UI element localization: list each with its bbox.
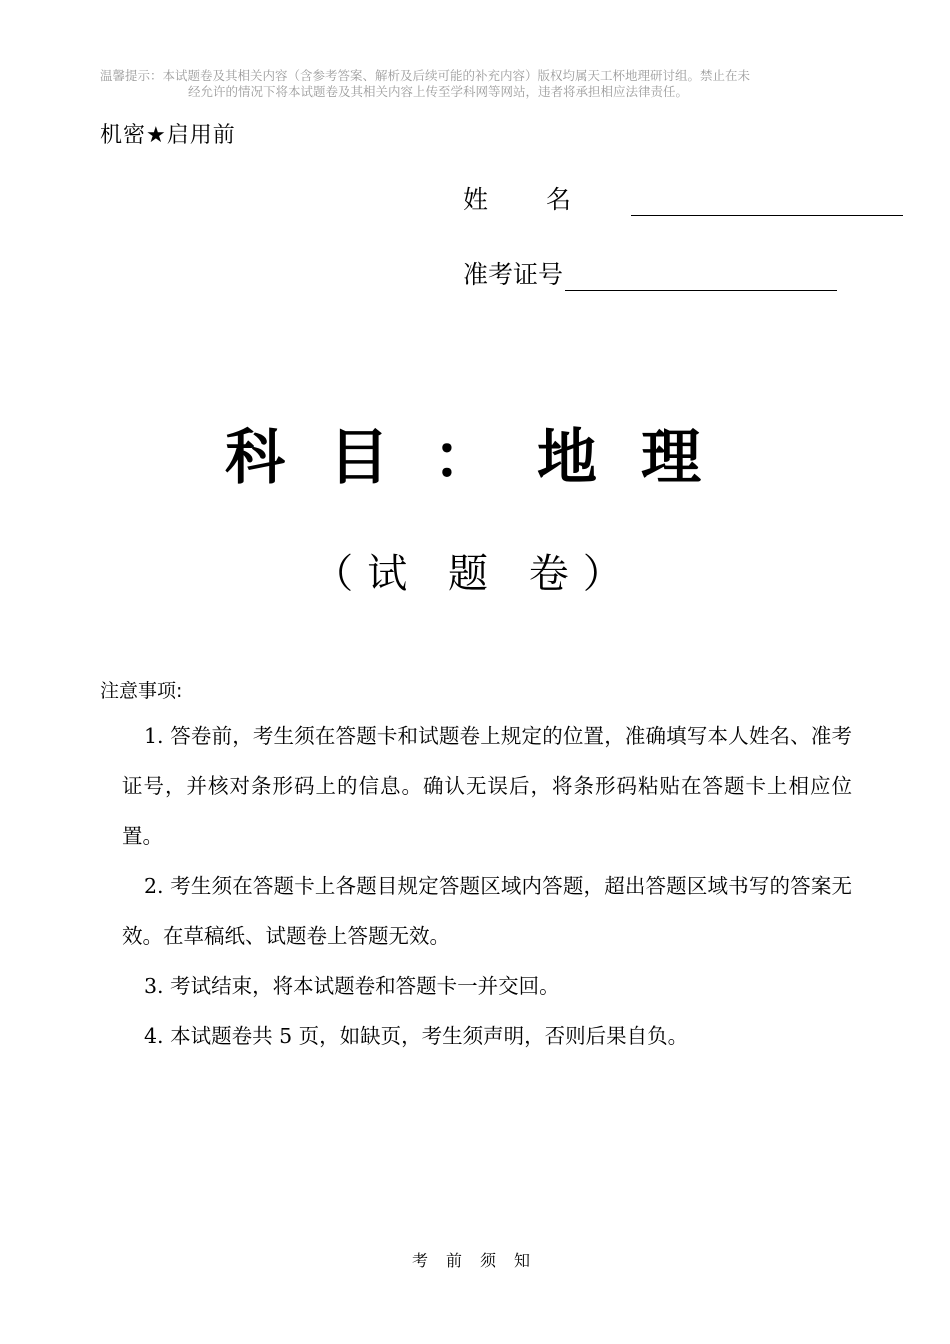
exam-id-label: 准考证号 — [463, 260, 564, 289]
copyright-notice-line-2: 经允许的情况下将本试题卷及其相关内容上传至学科网等网站，违者将承担相应法律责任。 — [188, 84, 689, 99]
instruction-text-4: 4. 本试题卷共 5 页，如缺页，考生须声明，否则后果自负。 — [144, 1024, 689, 1048]
subject-title: 科目：地理 — [225, 423, 745, 493]
instruction-item — [122, 861, 852, 961]
instructions-title: 注意事项: — [100, 680, 183, 702]
exam-id-field — [463, 255, 837, 291]
instruction-item — [122, 1011, 852, 1061]
page-footer: 考前须知 — [411, 1251, 548, 1270]
copyright-notice — [100, 68, 860, 100]
paper-type: （试 题 卷） — [313, 551, 637, 597]
name-field — [463, 180, 903, 216]
instruction-text-3: 3. 考试结束，将本试题卷和答题卡一并交回。 — [144, 974, 560, 998]
copyright-notice-line-1: 温馨提示：本试题卷及其相关内容（含参考答案、解析及后续可能的补充内容）版权均属天工杯地理研讨组。禁止在未 — [100, 68, 751, 83]
instruction-text-2: 2. 考生须在答题卡上各题目规定答题区域内答题，超出答题区域书写的答案无效。在草稿纸、试题卷上答题无效。 — [122, 874, 852, 948]
name-blank-line — [631, 189, 903, 216]
instruction-item — [122, 711, 852, 861]
exam-id-blank-line — [565, 264, 837, 291]
instruction-item — [122, 961, 852, 1011]
confidential-mark: 机密★启用前 — [100, 123, 236, 148]
name-label: 姓名 — [463, 185, 630, 214]
instruction-text-1: 1. 答卷前，考生须在答题卡和试题卷上规定的位置，准确填写本人姓名、准考证号，并核对条形码上的信息。确认无误后，将条形码粘贴在答题卡上相应位置。 — [122, 724, 852, 848]
